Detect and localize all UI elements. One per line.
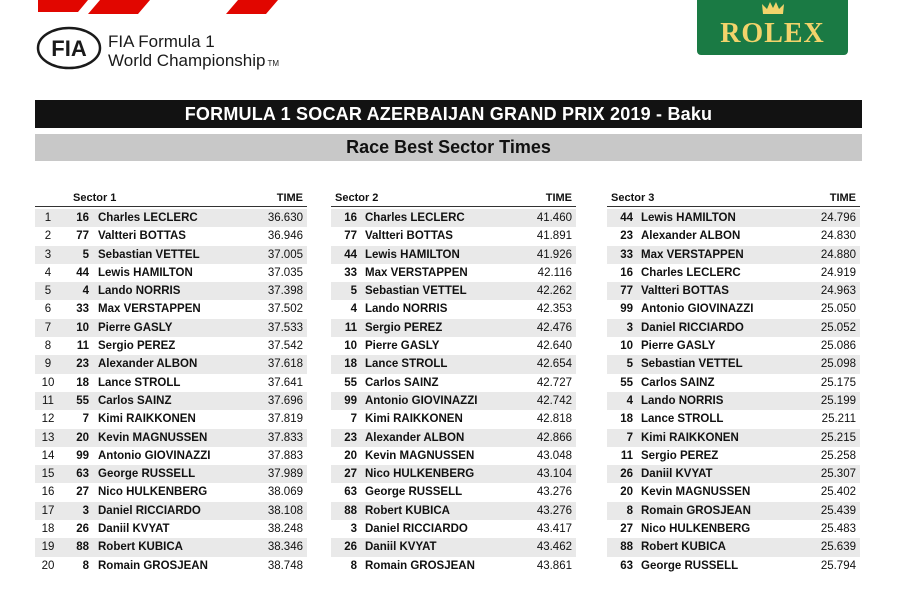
- driver-name-cell: Sebastian VETTEL: [365, 285, 467, 298]
- sector-time-cell: 43.276: [536, 486, 572, 499]
- rolex-sponsor-logo: [697, 0, 848, 55]
- table-row: [607, 465, 860, 483]
- sector-time-cell: 24.919: [820, 266, 856, 279]
- position-cell: 15: [41, 468, 55, 481]
- table-row: [331, 429, 576, 447]
- car-number-cell: 3: [82, 504, 89, 517]
- driver-name-cell: Lando NORRIS: [365, 303, 448, 316]
- car-number-cell: 20: [344, 449, 357, 462]
- driver-name-cell: Charles LECLERC: [98, 212, 198, 224]
- table-row: [607, 227, 860, 245]
- sector-time-cell: 37.883: [267, 449, 303, 462]
- driver-name-cell: Carlos SAINZ: [641, 376, 715, 389]
- sector-time-cell: 25.439: [820, 504, 856, 517]
- driver-name-cell: Nico HULKENBERG: [365, 468, 475, 481]
- driver-name-cell: Max VERSTAPPEN: [98, 303, 201, 316]
- sector-time-cell: 42.116: [537, 266, 572, 279]
- driver-name-cell: Carlos SAINZ: [98, 394, 172, 407]
- car-number-cell: 5: [350, 285, 357, 298]
- car-number-cell: 4: [626, 394, 633, 407]
- driver-name-cell: Robert KUBICA: [365, 504, 450, 517]
- sector-time-cell: 37.398: [267, 285, 303, 298]
- position-cell: 11: [42, 394, 54, 407]
- driver-name-cell: Antonio GIOVINAZZI: [641, 303, 754, 316]
- car-number-cell: 10: [620, 340, 633, 353]
- table-row: [607, 429, 860, 447]
- sector-time-cell: 24.796: [820, 212, 856, 224]
- driver-name-cell: Valtteri BOTTAS: [365, 230, 453, 243]
- sector-1-rows: [35, 209, 307, 575]
- table-row: [35, 300, 307, 318]
- car-number-cell: 63: [620, 559, 633, 572]
- time-column-header: TIME: [276, 192, 303, 204]
- sector-time-cell: 38.069: [267, 486, 303, 499]
- sector-time-cell: 37.696: [267, 394, 303, 407]
- driver-name-cell: Sergio PEREZ: [98, 340, 176, 353]
- page-subtitle: Race Best Sector Times: [35, 134, 862, 161]
- car-number-cell: 33: [344, 266, 357, 279]
- driver-name-cell: Kevin MAGNUSSEN: [365, 449, 475, 462]
- sector-time-cell: 37.533: [267, 321, 303, 334]
- driver-name-cell: Daniel RICCIARDO: [641, 321, 744, 334]
- table-row: [607, 538, 860, 556]
- driver-name-cell: Romain GROSJEAN: [98, 559, 208, 572]
- position-cell: 20: [41, 559, 55, 572]
- sector-time-cell: 42.476: [536, 321, 572, 334]
- sector-time-cell: 25.483: [820, 523, 856, 536]
- position-cell: 19: [41, 541, 55, 554]
- driver-name-cell: Kimi RAIKKONEN: [98, 413, 196, 426]
- sector-time-cell: 42.818: [536, 413, 572, 426]
- sector-time-cell: 25.050: [820, 303, 856, 316]
- table-row: [35, 355, 307, 373]
- driver-name-cell: Carlos SAINZ: [365, 376, 439, 389]
- sector-1-header: [35, 192, 307, 207]
- sector-3-header: [607, 192, 860, 207]
- driver-name-cell: Sergio PEREZ: [365, 321, 443, 334]
- driver-name-cell: Kevin MAGNUSSEN: [98, 431, 208, 444]
- table-row: [607, 246, 860, 264]
- car-number-cell: 33: [76, 303, 89, 316]
- sector-1-table: [35, 192, 307, 575]
- car-number-cell: 23: [620, 230, 633, 243]
- driver-name-cell: Lance STROLL: [641, 413, 724, 426]
- car-number-cell: 27: [344, 468, 357, 481]
- table-row: [35, 538, 307, 556]
- driver-name-cell: Lando NORRIS: [98, 285, 181, 298]
- car-number-cell: 77: [344, 230, 357, 243]
- car-number-cell: 27: [76, 486, 89, 499]
- table-row: [331, 483, 576, 501]
- position-cell: 18: [41, 523, 55, 536]
- driver-name-cell: Daniil KVYAT: [98, 523, 170, 536]
- table-row: [607, 337, 860, 355]
- car-number-cell: 99: [620, 303, 633, 316]
- driver-name-cell: Pierre GASLY: [98, 321, 173, 334]
- sector-time-cell: 25.086: [820, 340, 856, 353]
- sector-time-cell: 25.402: [820, 486, 856, 499]
- sector-2-rows: [331, 209, 576, 575]
- table-row: [607, 410, 860, 428]
- driver-name-cell: Daniil KVYAT: [641, 468, 713, 481]
- fia-championship-label: [108, 32, 279, 73]
- car-number-cell: 5: [626, 358, 633, 371]
- car-number-cell: 11: [344, 321, 357, 334]
- position-cell: 12: [41, 413, 55, 426]
- position-cell: 6: [44, 303, 52, 316]
- driver-name-cell: Nico HULKENBERG: [98, 486, 208, 499]
- time-column-header: TIME: [545, 192, 572, 204]
- table-row: [331, 392, 576, 410]
- car-number-cell: 8: [82, 559, 89, 572]
- car-number-cell: 7: [350, 413, 357, 426]
- sector-time-cell: 42.866: [536, 431, 572, 444]
- sector-time-cell: 42.654: [536, 358, 572, 371]
- driver-name-cell: Lewis HAMILTON: [98, 266, 193, 279]
- table-row: [35, 246, 307, 264]
- table-row: [607, 300, 860, 318]
- driver-name-cell: Nico HULKENBERG: [641, 523, 751, 536]
- table-row: [607, 282, 860, 300]
- sector-time-cell: 41.891: [536, 230, 572, 243]
- car-number-cell: 23: [76, 358, 89, 371]
- sector-time-cell: 37.819: [267, 413, 303, 426]
- car-number-cell: 4: [350, 303, 357, 316]
- driver-name-cell: George RUSSELL: [98, 468, 196, 481]
- position-cell: 2: [44, 230, 52, 243]
- sector-label: Sector 2: [335, 192, 379, 204]
- sector-time-cell: 37.989: [267, 468, 303, 481]
- car-number-cell: 4: [82, 285, 89, 298]
- table-row: [331, 319, 576, 337]
- car-number-cell: 10: [344, 340, 357, 353]
- car-number-cell: 3: [350, 523, 357, 536]
- driver-name-cell: Lance STROLL: [98, 376, 181, 389]
- car-number-cell: 20: [620, 486, 633, 499]
- position-cell: 9: [44, 358, 52, 371]
- car-number-cell: 7: [82, 413, 89, 426]
- sector-time-cell: 43.104: [536, 468, 572, 481]
- driver-name-cell: Kimi RAIKKONEN: [641, 431, 739, 444]
- car-number-cell: 63: [344, 486, 357, 499]
- car-number-cell: 23: [344, 431, 357, 444]
- table-row: [607, 209, 860, 227]
- table-row: [331, 520, 576, 538]
- car-number-cell: 3: [626, 321, 633, 334]
- table-row: [35, 337, 307, 355]
- sector-time-cell: 42.727: [536, 376, 572, 389]
- sector-3-rows: [607, 209, 860, 575]
- driver-name-cell: Charles LECLERC: [365, 212, 465, 224]
- position-cell: 5: [44, 285, 52, 298]
- car-number-cell: 18: [76, 376, 89, 389]
- car-number-cell: 16: [76, 212, 89, 224]
- sector-time-cell: 43.462: [536, 541, 572, 554]
- sector-time-cell: 42.640: [536, 340, 572, 353]
- table-row: [607, 557, 860, 575]
- sector-time-cell: 24.963: [820, 285, 856, 298]
- table-row: [35, 483, 307, 501]
- sector-time-cell: 37.502: [267, 303, 303, 316]
- sector-time-cell: 25.052: [820, 321, 856, 334]
- car-number-cell: 18: [620, 413, 633, 426]
- table-row: [331, 502, 576, 520]
- sector-time-cell: 38.346: [267, 541, 303, 554]
- car-number-cell: 44: [76, 266, 89, 279]
- sector-time-cell: 25.175: [820, 376, 856, 389]
- table-row: [607, 520, 860, 538]
- page-title: FORMULA 1 SOCAR AZERBAIJAN GRAND PRIX 2019 - Baku: [35, 100, 862, 128]
- car-number-cell: 16: [344, 212, 357, 224]
- sector-time-cell: 25.258: [820, 449, 856, 462]
- sector-time-cell: 25.307: [820, 468, 856, 481]
- sector-time-cell: 25.639: [820, 541, 856, 554]
- sector-time-cell: 36.946: [267, 230, 303, 243]
- time-column-header: TIME: [829, 192, 856, 204]
- fia-logo: [36, 26, 102, 70]
- driver-name-cell: Alexander ALBON: [641, 230, 741, 243]
- sector-time-cell: 37.641: [267, 376, 303, 389]
- table-row: [35, 282, 307, 300]
- table-row: [331, 337, 576, 355]
- car-number-cell: 44: [620, 212, 633, 224]
- table-row: [331, 300, 576, 318]
- sector-time-cell: 41.926: [536, 248, 572, 261]
- table-row: [331, 465, 576, 483]
- sector-time-cell: 24.830: [820, 230, 856, 243]
- position-cell: 1: [44, 212, 52, 224]
- org-line-2: World Championship: [108, 51, 266, 70]
- car-number-cell: 16: [620, 266, 633, 279]
- driver-name-cell: Daniil KVYAT: [365, 541, 437, 554]
- sector-time-cell: 24.880: [820, 248, 856, 261]
- table-row: [331, 557, 576, 575]
- car-number-cell: 77: [76, 230, 89, 243]
- table-row: [35, 264, 307, 282]
- sector-time-cell: 42.742: [536, 394, 572, 407]
- position-cell: 13: [41, 431, 55, 444]
- table-row: [331, 264, 576, 282]
- table-row: [35, 447, 307, 465]
- car-number-cell: 77: [620, 285, 633, 298]
- table-row: [607, 264, 860, 282]
- sector-3-table: [607, 192, 860, 575]
- car-number-cell: 26: [620, 468, 633, 481]
- car-number-cell: 20: [76, 431, 89, 444]
- table-row: [331, 227, 576, 245]
- driver-name-cell: Robert KUBICA: [641, 541, 726, 554]
- table-row: [607, 319, 860, 337]
- car-number-cell: 11: [620, 449, 633, 462]
- driver-name-cell: Max VERSTAPPEN: [365, 266, 468, 279]
- driver-name-cell: Lando NORRIS: [641, 394, 724, 407]
- car-number-cell: 88: [76, 541, 89, 554]
- position-cell: 4: [44, 266, 52, 279]
- car-number-cell: 8: [626, 504, 633, 517]
- driver-name-cell: Romain GROSJEAN: [641, 504, 751, 517]
- table-row: [331, 246, 576, 264]
- sector-time-cell: 25.215: [820, 431, 856, 444]
- sector-2-table: [331, 192, 576, 575]
- table-row: [35, 557, 307, 575]
- car-number-cell: 55: [620, 376, 633, 389]
- car-number-cell: 88: [344, 504, 357, 517]
- sector-time-cell: 42.262: [536, 285, 572, 298]
- table-row: [607, 374, 860, 392]
- table-row: [331, 374, 576, 392]
- driver-name-cell: Antonio GIOVINAZZI: [365, 394, 478, 407]
- driver-name-cell: Daniel RICCIARDO: [365, 523, 468, 536]
- table-row: [607, 483, 860, 501]
- driver-name-cell: Kevin MAGNUSSEN: [641, 486, 751, 499]
- driver-name-cell: Valtteri BOTTAS: [98, 230, 186, 243]
- driver-name-cell: George RUSSELL: [365, 486, 463, 499]
- table-row: [331, 447, 576, 465]
- table-row: [35, 429, 307, 447]
- position-cell: 10: [41, 376, 55, 389]
- sector-time-cell: 37.618: [267, 358, 303, 371]
- table-row: [331, 355, 576, 373]
- sector-label: Sector 1: [73, 192, 117, 204]
- crown-icon: [761, 0, 785, 16]
- sector-time-cell: 37.005: [267, 248, 303, 261]
- table-row: [331, 209, 576, 227]
- car-number-cell: 88: [620, 541, 633, 554]
- table-row: [35, 209, 307, 227]
- table-row: [35, 374, 307, 392]
- driver-name-cell: Valtteri BOTTAS: [641, 285, 729, 298]
- car-number-cell: 99: [76, 449, 89, 462]
- position-cell: 7: [44, 321, 52, 334]
- fia-logo-text: FIA: [51, 36, 87, 61]
- car-number-cell: 27: [620, 523, 633, 536]
- table-row: [607, 447, 860, 465]
- sector-time-cell: 43.276: [536, 504, 572, 517]
- driver-name-cell: Pierre GASLY: [365, 340, 440, 353]
- driver-name-cell: Sebastian VETTEL: [641, 358, 743, 371]
- driver-name-cell: Daniel RICCIARDO: [98, 504, 201, 517]
- table-row: [35, 502, 307, 520]
- table-row: [35, 410, 307, 428]
- sector-time-cell: 43.417: [536, 523, 572, 536]
- car-number-cell: 7: [626, 431, 633, 444]
- sector-time-cell: 25.211: [821, 413, 856, 426]
- table-row: [607, 392, 860, 410]
- driver-name-cell: George RUSSELL: [641, 559, 739, 572]
- position-cell: 16: [41, 486, 55, 499]
- sector-time-cell: 38.748: [267, 559, 303, 572]
- driver-name-cell: Lance STROLL: [365, 358, 448, 371]
- driver-name-cell: Lewis HAMILTON: [365, 248, 460, 261]
- car-number-cell: 18: [344, 358, 357, 371]
- car-number-cell: 33: [620, 248, 633, 261]
- sector-time-cell: 36.630: [267, 212, 303, 224]
- car-number-cell: 11: [76, 340, 89, 353]
- driver-name-cell: Lewis HAMILTON: [641, 212, 736, 224]
- position-cell: 17: [41, 504, 55, 517]
- table-row: [35, 465, 307, 483]
- car-number-cell: 26: [344, 541, 357, 554]
- driver-name-cell: Charles LECLERC: [641, 266, 741, 279]
- sector-time-cell: 25.199: [820, 394, 856, 407]
- car-number-cell: 5: [82, 248, 89, 261]
- trademark: TM: [267, 59, 280, 68]
- driver-name-cell: Sebastian VETTEL: [98, 248, 200, 261]
- driver-name-cell: Antonio GIOVINAZZI: [98, 449, 211, 462]
- sector-time-cell: 38.248: [267, 523, 303, 536]
- table-row: [35, 319, 307, 337]
- sector-time-cell: 37.035: [267, 266, 303, 279]
- car-number-cell: 55: [76, 394, 89, 407]
- driver-name-cell: Kimi RAIKKONEN: [365, 413, 463, 426]
- table-row: [35, 227, 307, 245]
- table-row: [35, 520, 307, 538]
- sector-time-cell: 42.353: [536, 303, 572, 316]
- table-row: [35, 392, 307, 410]
- rolex-wordmark: ROLEX: [720, 18, 825, 49]
- sector-time-cell: 37.542: [267, 340, 303, 353]
- sector-time-cell: 25.098: [820, 358, 856, 371]
- table-row: [607, 355, 860, 373]
- car-number-cell: 8: [350, 559, 357, 572]
- car-number-cell: 44: [344, 248, 357, 261]
- table-row: [331, 282, 576, 300]
- car-number-cell: 99: [344, 394, 357, 407]
- position-cell: 3: [44, 248, 52, 261]
- driver-name-cell: Alexander ALBON: [365, 431, 465, 444]
- table-row: [331, 410, 576, 428]
- driver-name-cell: Robert KUBICA: [98, 541, 183, 554]
- table-row: [331, 538, 576, 556]
- sector-time-cell: 38.108: [267, 504, 303, 517]
- driver-name-cell: Romain GROSJEAN: [365, 559, 475, 572]
- driver-name-cell: Pierre GASLY: [641, 340, 716, 353]
- org-line-1: FIA Formula 1: [108, 32, 215, 51]
- driver-name-cell: Alexander ALBON: [98, 358, 198, 371]
- table-row: [607, 502, 860, 520]
- sector-2-header: [331, 192, 576, 207]
- sector-time-cell: 25.794: [820, 559, 856, 572]
- position-cell: 14: [41, 449, 55, 462]
- sector-time-cell: 43.048: [536, 449, 572, 462]
- driver-name-cell: Max VERSTAPPEN: [641, 248, 744, 261]
- car-number-cell: 63: [76, 468, 89, 481]
- car-number-cell: 55: [344, 376, 357, 389]
- sector-time-cell: 41.460: [536, 212, 572, 224]
- sector-time-cell: 43.861: [536, 559, 572, 572]
- driver-name-cell: Sergio PEREZ: [641, 449, 719, 462]
- car-number-cell: 26: [76, 523, 89, 536]
- car-number-cell: 10: [76, 321, 89, 334]
- position-cell: 8: [44, 340, 52, 353]
- sector-time-cell: 37.833: [267, 431, 303, 444]
- sector-label: Sector 3: [611, 192, 655, 204]
- f1-logo: [38, 0, 278, 16]
